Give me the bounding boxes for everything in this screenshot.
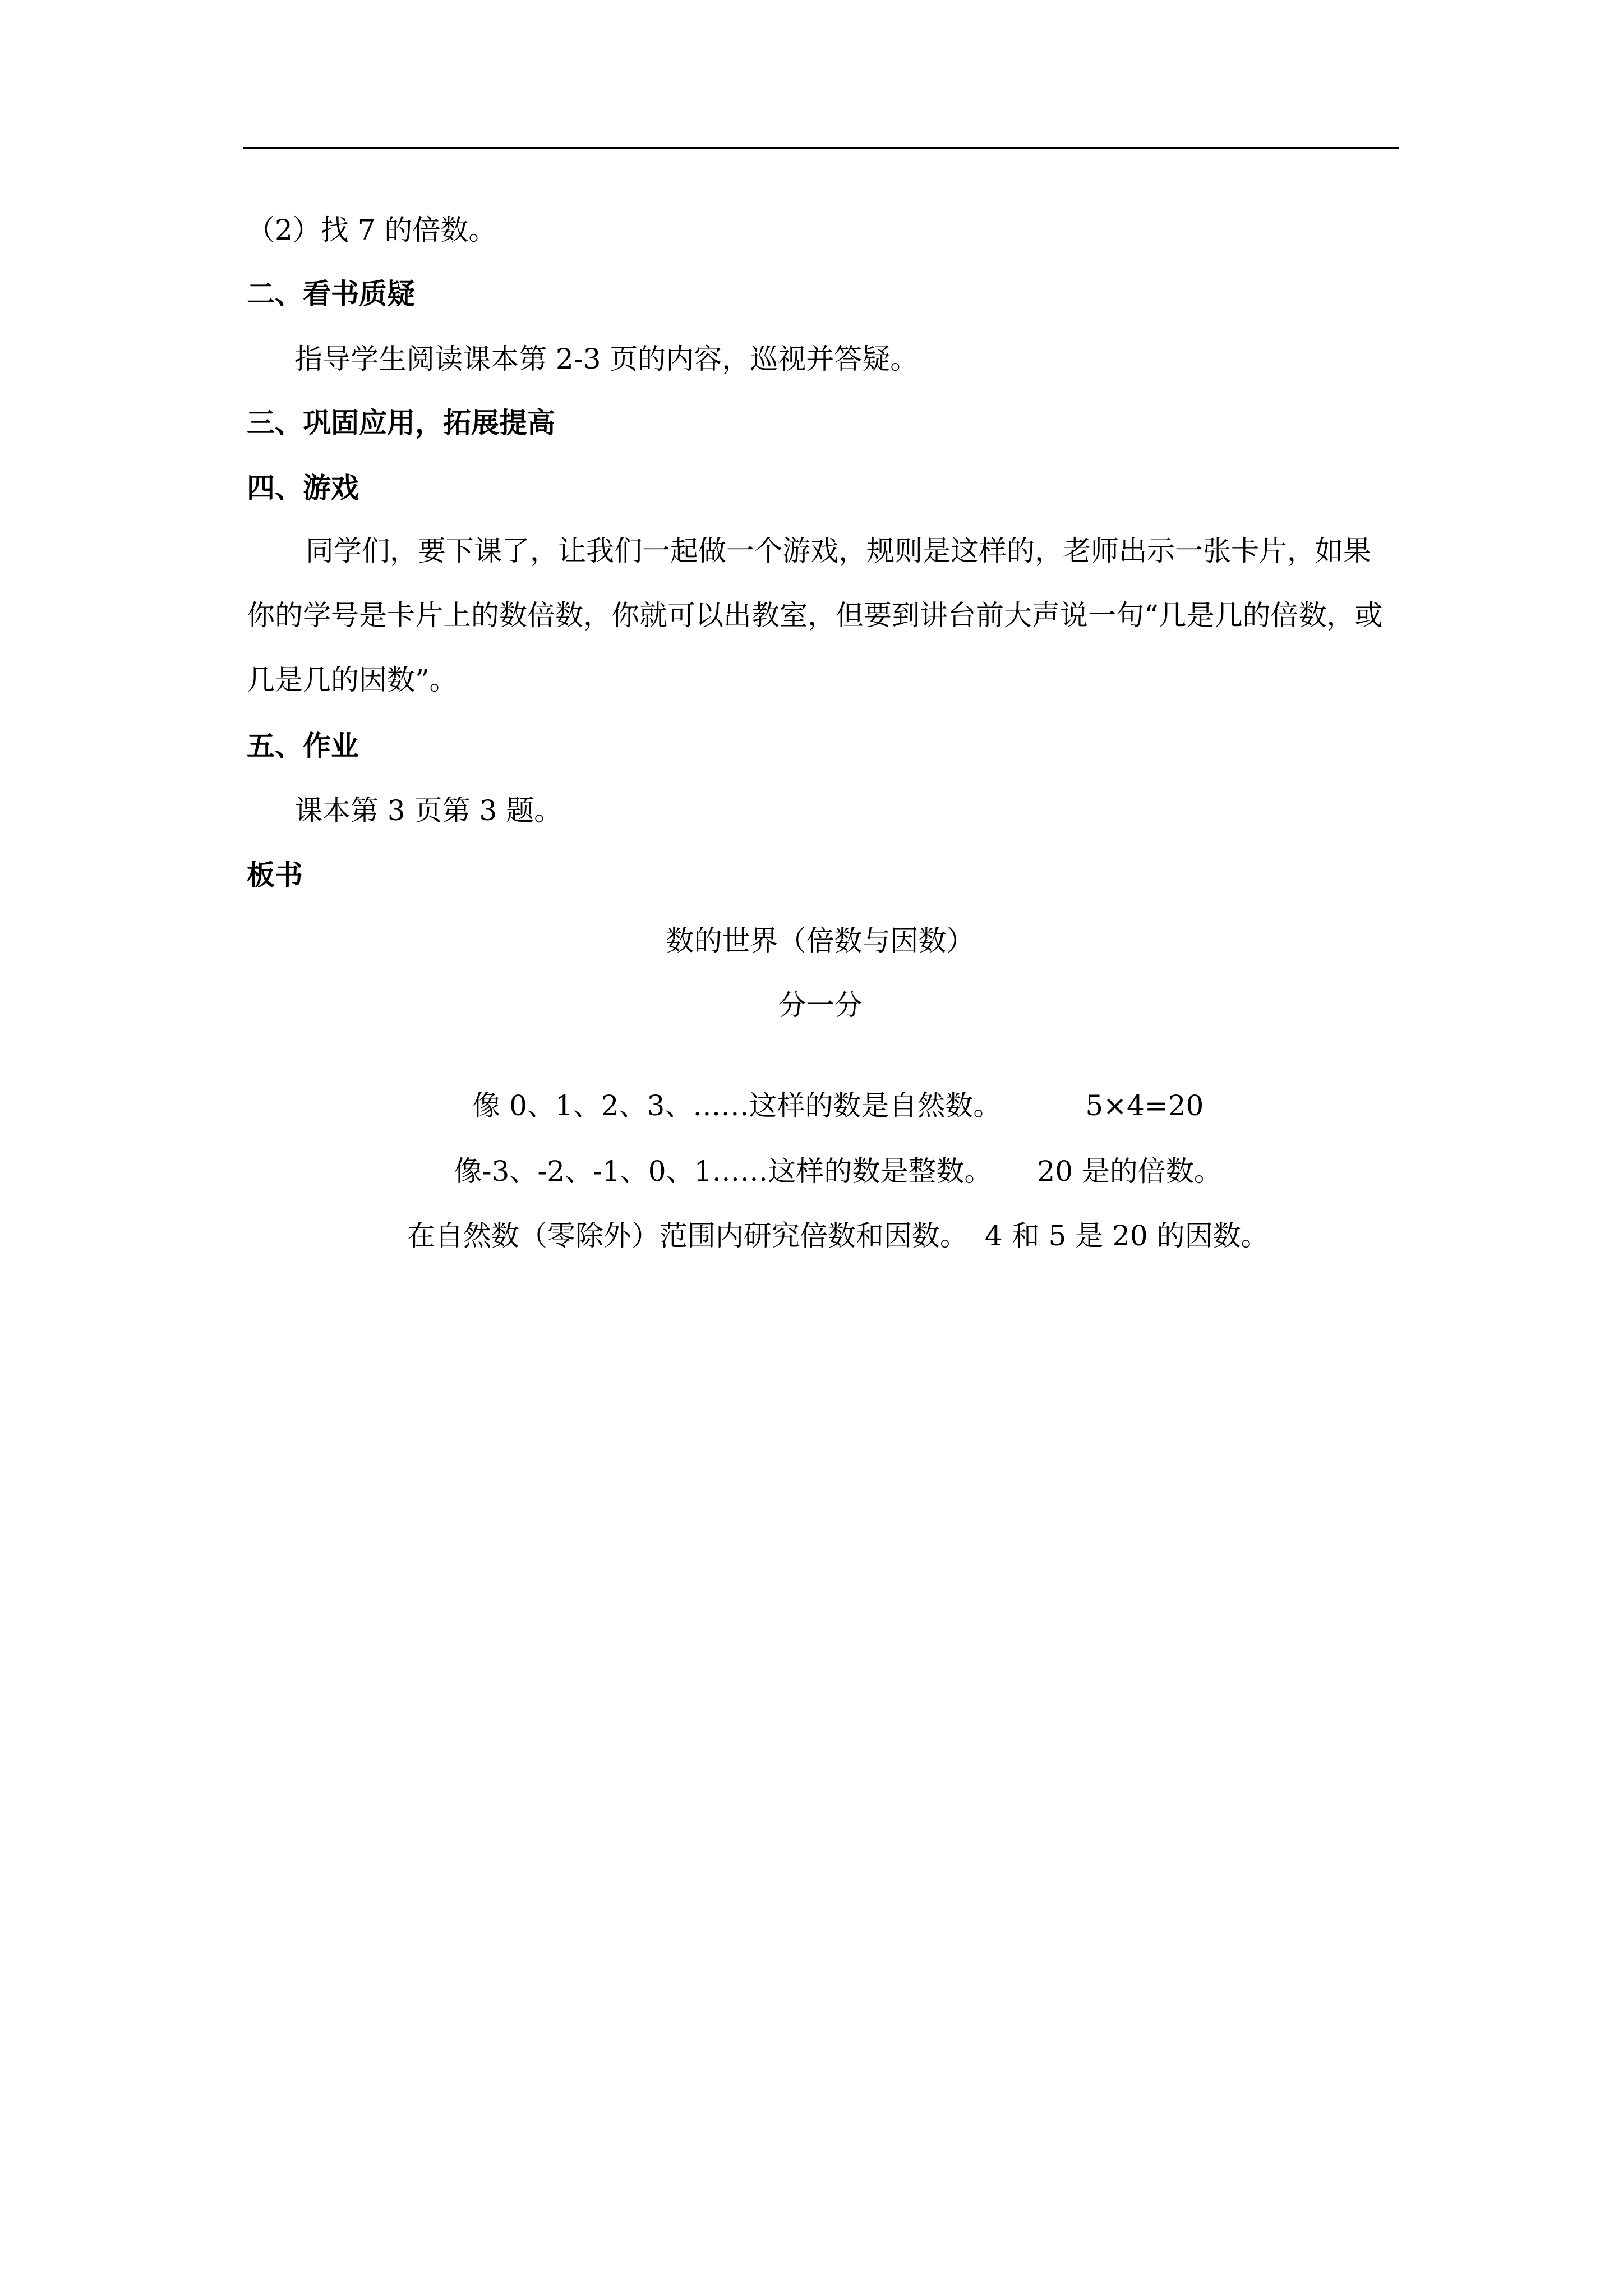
- board-title: 数的世界（倍数与因数）: [666, 924, 975, 957]
- step-find-multiples-of-7: （2）找 7 的倍数。: [247, 214, 497, 246]
- board-row2-right: 20 是的倍数。: [1037, 1155, 1222, 1188]
- section-text-game: 同学们，要下课了，让我们一起做一个游戏，规则是这样的，老师出示一张卡片，如果你的学号是卡片上的数倍数，你就可以出教室，但要到讲台前大声说一句“几是几的倍数，或几是几的因数”。: [247, 535, 1383, 696]
- board-row3-right: 4 和 5 是 20 的因数。: [984, 1220, 1269, 1252]
- board-subtitle: 分一分: [778, 989, 863, 1022]
- header-rule: [243, 147, 1399, 149]
- board-row3-left: 在自然数（零除外）范围内研究倍数和因数。: [407, 1220, 968, 1252]
- section-heading-reading: 二、看书质疑: [247, 277, 415, 310]
- section-heading-homework: 五、作业: [247, 729, 359, 762]
- section-text-homework: 课本第 3 页第 3 题。: [294, 794, 562, 827]
- board-row1-right: 5×4=20: [1085, 1089, 1204, 1122]
- board-heading: 板书: [247, 858, 303, 891]
- section-text-reading: 指导学生阅读课本第 2-3 页的内容，巡视并答疑。: [294, 343, 919, 375]
- board-row2-left: 像-3、-2、-1、0、1……这样的数是整数。: [454, 1155, 993, 1188]
- section-heading-game: 四、游戏: [247, 471, 359, 504]
- section-heading-apply: 三、巩固应用，拓展提高: [247, 406, 555, 439]
- board-row1-left: 像 0、1、2、3、……这样的数是自然数。: [472, 1089, 1002, 1122]
- board-row-range: [247, 1182, 1394, 1290]
